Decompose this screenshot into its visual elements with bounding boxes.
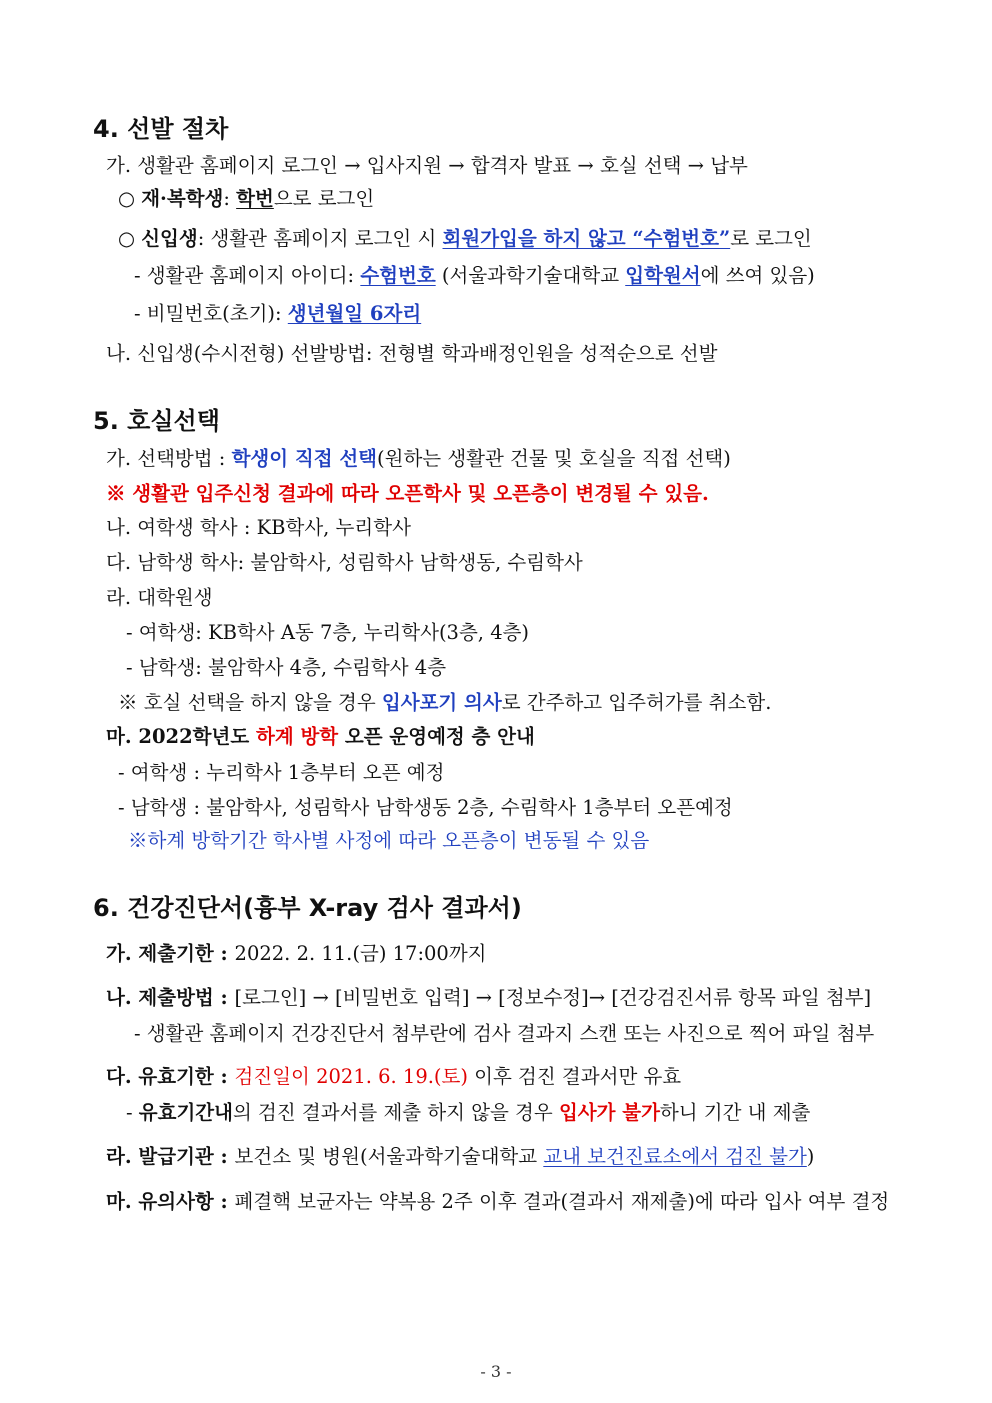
- s6-item-ga: [106, 941, 487, 967]
- s4-item-na: 나. 신입생(수시전형) 선발방법: 전형별 학과배정인원을 성적순으로 선발: [106, 342, 718, 365]
- text: 의 검진 결과서를 제출 하지 않을 경우: [232, 1101, 559, 1124]
- freshman-label: 신입생: [141, 227, 198, 250]
- text: ※ 호실 선택을 하지 않을 경우: [118, 691, 382, 714]
- deadline-value: 2022. 2. 11.(금) 17:00까지: [234, 942, 487, 965]
- direct-selection-term: 학생이 직접 선택: [231, 447, 377, 470]
- issuer-label: 라. 발급기관 :: [106, 1145, 235, 1168]
- text: (서울과학기술대학교: [435, 264, 626, 287]
- text: 마. 2022학년도: [106, 725, 256, 748]
- s4-item-ga: 가. 생활관 홈페이지 로그인 → 입사지원 → 합격자 발표 → 호실 선택 → 납부: [106, 154, 748, 177]
- s6-item-ma: [106, 1189, 889, 1215]
- validity-label: 다. 유효기한 :: [106, 1065, 235, 1088]
- text: - 비밀번호(초기):: [134, 302, 288, 325]
- section-5-title: 5. 호실선택: [93, 407, 220, 435]
- text: 로 로그인: [730, 227, 812, 250]
- exam-number-term: 수험번호: [360, 264, 436, 287]
- text: ): [806, 1145, 815, 1168]
- summer-break-term: 하계 방학: [256, 725, 339, 748]
- method-value: [로그인] → [비밀번호 입력] → [정보수정]→ [건강검진서류 항목 파일 첨부]: [234, 986, 872, 1009]
- text: 로 간주하고 입주허가를 취소함.: [501, 691, 772, 714]
- deadline-label: 가. 제출기한 :: [106, 942, 235, 965]
- s5-ra-female: - 여학생: KB학사 A동 7층, 누리학사(3층, 4층): [126, 621, 530, 644]
- text: : 생활관 홈페이지 로그인 시: [197, 227, 443, 250]
- text: 이후 검진 결과서만 유효: [467, 1065, 682, 1088]
- text: 가. 선택방법 :: [106, 447, 232, 470]
- validity-term: 유효기간내: [138, 1101, 233, 1124]
- birthdate-term: 생년월일 6자리: [287, 302, 422, 325]
- student-id-term: 학번: [236, 187, 274, 210]
- s4-initial-password: [134, 301, 421, 327]
- s5-ma-male: - 남학생 : 불암학사, 성림학사 남학생동 2층, 수림학사 1층부터 오픈예정: [118, 796, 733, 819]
- s5-ra-male: - 남학생: 불암학사 4층, 수림학사 4층: [126, 656, 447, 679]
- text: - 생활관 홈페이지 아이디:: [134, 264, 361, 287]
- text: 하니 기간 내 제출: [659, 1101, 811, 1124]
- bullet: ○: [118, 187, 142, 210]
- s5-note-forfeit: [118, 690, 771, 716]
- s6-item-ra: [106, 1144, 814, 1170]
- text: 에 쓰여 있음): [700, 264, 815, 287]
- s6-item-da: [106, 1064, 681, 1090]
- text: 오픈 운영예정 층 안내: [338, 725, 535, 748]
- s5-item-ma: [106, 724, 535, 750]
- text: 보건소 및 병원(서울과학기술대학교: [234, 1145, 544, 1168]
- s5-note-change: ※ 생활관 입주신청 결과에 따라 오픈학사 및 오픈층이 변경될 수 있음.: [106, 482, 709, 505]
- s6-da-detail: [126, 1100, 810, 1126]
- s4-freshman-login: [118, 226, 812, 252]
- s5-item-na: 나. 여학생 학사 : KB학사, 누리학사: [106, 516, 411, 539]
- colon: :: [223, 187, 237, 210]
- s5-item-ra: 라. 대학원생: [106, 586, 213, 609]
- s4-homepage-id: [134, 263, 815, 289]
- bullet: ○: [118, 227, 142, 250]
- method-label: 나. 제출방법 :: [106, 986, 235, 1009]
- s5-item-da: 다. 남학생 학사: 불암학사, 성림학사 남학생동, 수림학사: [106, 551, 583, 574]
- forfeit-term: 입사포기 의사: [381, 691, 502, 714]
- section-6-title: 6. 건강진단서(흉부 X-ray 검사 결과서): [93, 894, 522, 922]
- s5-note-summer: ※하계 방학기간 학사별 사정에 따라 오픈층이 변동될 수 있음: [128, 829, 650, 852]
- text: (원하는 생활관 건물 및 호실을 직접 선택): [377, 447, 731, 470]
- no-admission-term: 입사가 불가: [558, 1101, 660, 1124]
- campus-clinic-note: 교내 보건진료소에서 검진 불가: [543, 1145, 807, 1168]
- s5-item-ga: [106, 446, 731, 472]
- s4-returning-login: [118, 186, 374, 212]
- page-number: - 3 -: [480, 1362, 512, 1381]
- text: 으로 로그인: [273, 187, 375, 210]
- returning-student-label: 재·복학생: [141, 187, 224, 210]
- notes-label: 마. 유의사항 :: [106, 1190, 235, 1213]
- section-4-title: 4. 선발 절차: [93, 115, 229, 143]
- s5-ma-female: - 여학생 : 누리학사 1층부터 오픈 예정: [118, 761, 445, 784]
- application-form-term: 입학원서: [625, 264, 701, 287]
- notes-value: 폐결핵 보균자는 약복용 2주 이후 결과(결과서 재제출)에 따라 입사 여부 결정: [234, 1190, 890, 1213]
- s6-na-detail: - 생활관 홈페이지 건강진단서 첨부란에 검사 결과지 스캔 또는 사진으로 찍어 파일 첨부: [134, 1022, 875, 1045]
- s6-item-na: [106, 985, 871, 1011]
- validity-date: 검진일이 2021. 6. 19.(토): [234, 1065, 468, 1088]
- text: -: [126, 1101, 139, 1124]
- no-signup-note: 회원가입을 하지 않고 “수험번호”: [442, 227, 731, 250]
